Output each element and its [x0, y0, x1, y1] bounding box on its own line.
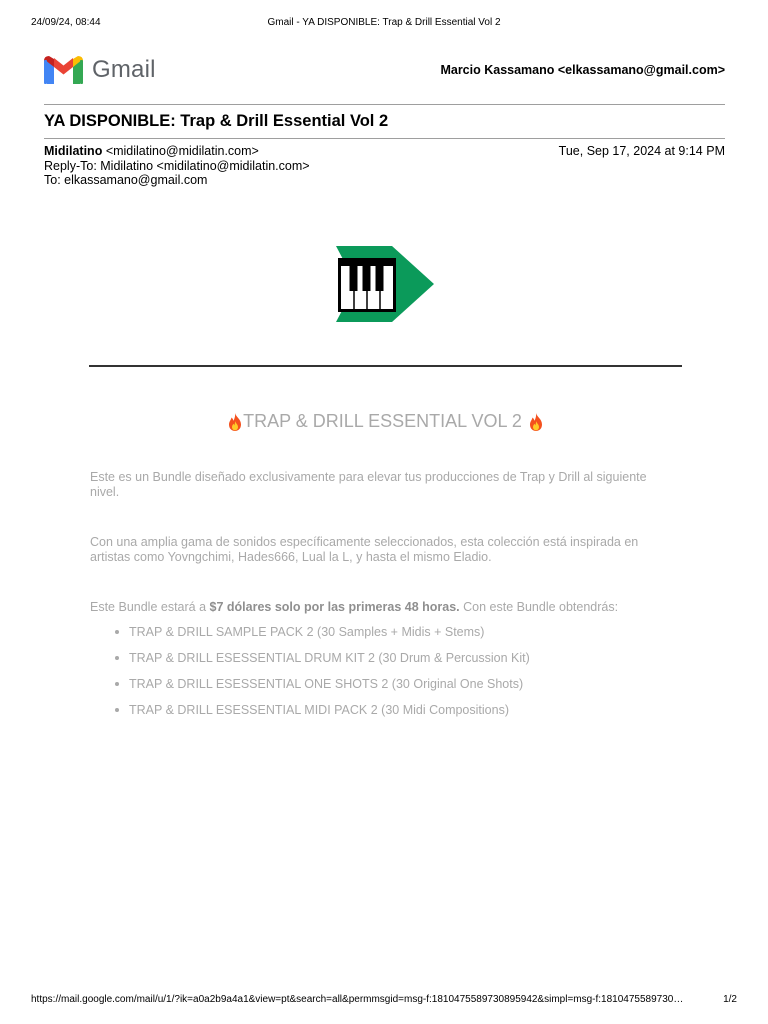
offer-suffix: Con este Bundle obtendrás:	[459, 600, 619, 614]
subject-divider	[44, 138, 725, 139]
sender-line	[44, 144, 310, 159]
print-header	[31, 17, 737, 31]
list-item: TRAP & DRILL ESESSENTIAL ONE SHOTS 2 (30 Original One Shots)	[90, 674, 530, 700]
offer-prefix: Este Bundle estará a	[90, 600, 210, 614]
midilatino-logo	[334, 244, 436, 329]
list-item: TRAP & DRILL SAMPLE PACK 2 (30 Samples + Midis + Stems)	[90, 622, 530, 648]
sender-email: <midilatino@midilatin.com>	[105, 144, 259, 158]
print-title: Gmail - YA DISPONIBLE: Trap & Drill Essential Vol 2	[267, 17, 501, 28]
email-date: Tue, Sep 17, 2024 at 9:14 PM	[558, 144, 725, 158]
email-subject: YA DISPONIBLE: Trap & Drill Essential Vol 2	[44, 112, 389, 130]
fire-icon	[528, 412, 544, 432]
headline-text: TRAP & DRILL ESSENTIAL VOL 2	[243, 411, 522, 431]
piano-keys-icon	[334, 244, 436, 324]
list-item: TRAP & DRILL ESESSENTIAL MIDI PACK 2 (30 Midi Compositions)	[90, 700, 530, 726]
bundle-contents-list	[90, 622, 530, 726]
offer-paragraph	[90, 600, 670, 615]
email-meta	[44, 144, 310, 188]
sender-name: Midilatino	[44, 144, 103, 158]
reply-to-line: Reply-To: Midilatino <midilatino@midilatin.com>	[44, 158, 310, 173]
page-number: 1/2	[723, 994, 737, 1005]
print-datetime: 24/09/24, 08:44	[31, 17, 101, 28]
print-url: https://mail.google.com/mail/u/1/?ik=a0a2b9a4a1&view=pt&search=all&permmsgid=msg-f:1810475589730895942&simpl=msg-f:1810475589730…	[31, 994, 684, 1005]
account-label: Marcio Kassamano <elkassamano@gmail.com>	[440, 63, 725, 77]
gmail-wordmark: Gmail	[92, 56, 156, 83]
offer-price: $7 dólares solo por las primeras 48 horas.	[209, 600, 460, 614]
content-divider	[89, 365, 682, 367]
bundle-headline	[89, 411, 682, 432]
inspiration-paragraph: Con una amplia gama de sonidos específicamente seleccionados, esta colección está inspirada en artistas como Yovngchimi, Hades666, Lual la L, y hasta el mismo Eladio.	[90, 535, 639, 564]
fire-icon	[227, 412, 243, 432]
to-line: To: elkassamano@gmail.com	[44, 173, 208, 187]
header-divider	[44, 104, 725, 105]
gmail-logo	[44, 55, 156, 85]
list-item: TRAP & DRILL ESESSENTIAL DRUM KIT 2 (30 Drum & Percussion Kit)	[90, 648, 530, 674]
intro-paragraph: Este es un Bundle diseñado exclusivamente para elevar tus producciones de Trap y Drill al siguiente nivel.	[90, 470, 647, 499]
gmail-m-icon	[44, 56, 83, 84]
